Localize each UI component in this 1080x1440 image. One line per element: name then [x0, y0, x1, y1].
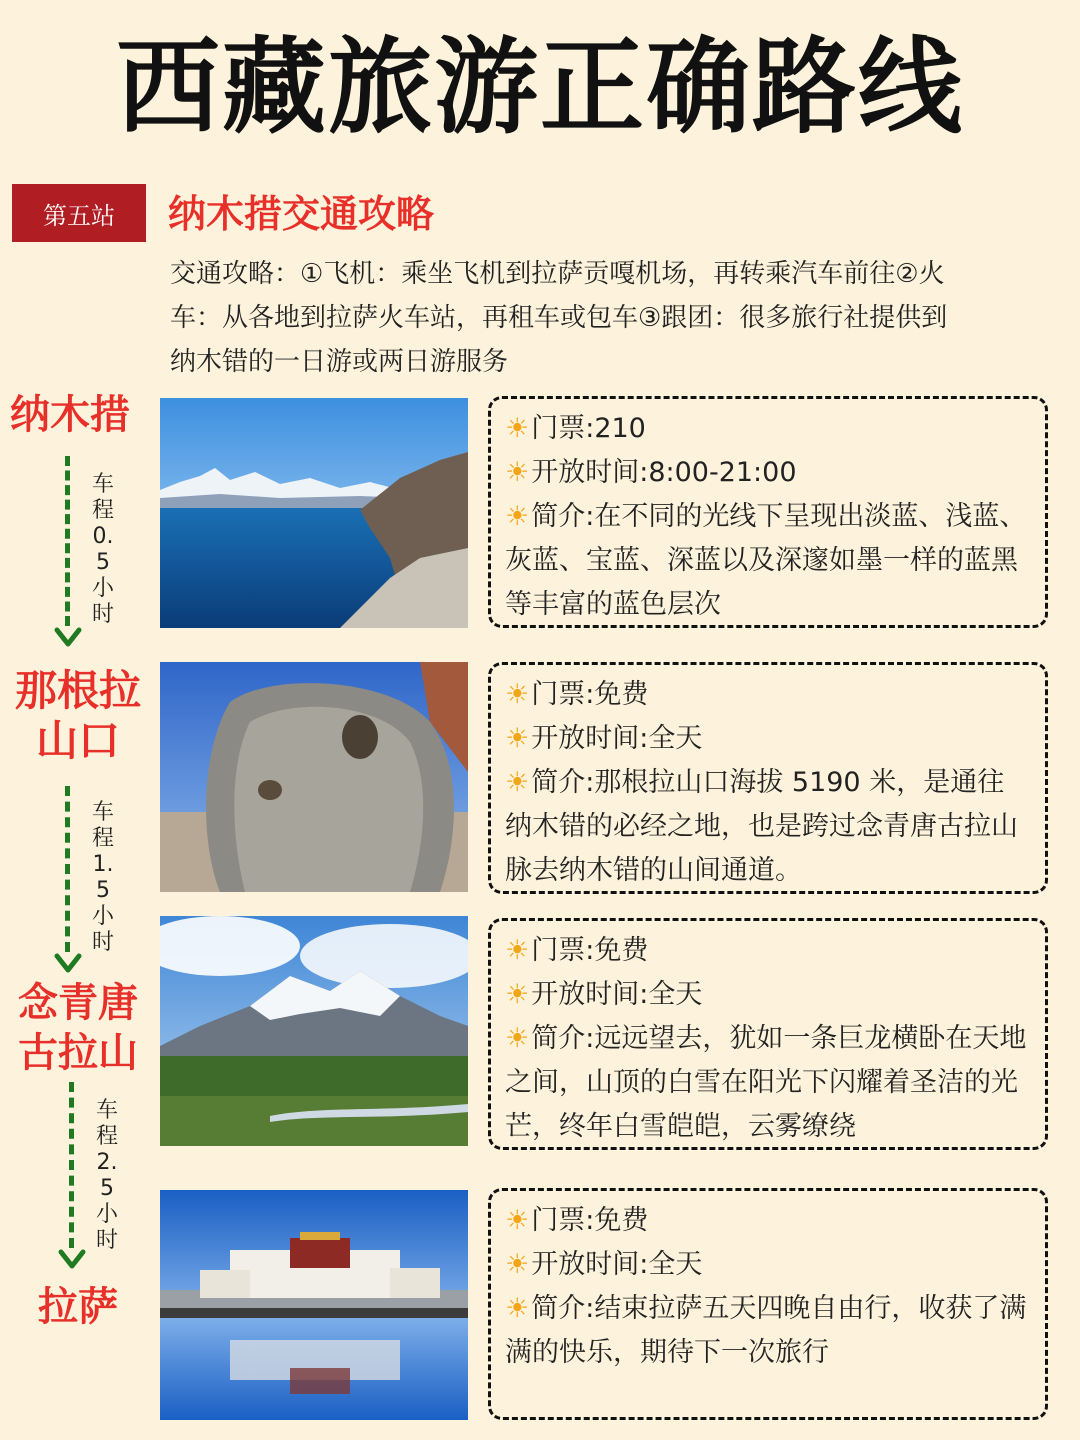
page-title: 西藏旅游正确路线: [115, 26, 964, 148]
hours-row: ☀开放时间:全天: [505, 723, 703, 754]
intro-row: ☀简介:远远望去，犹如一条巨龙横卧在天地之间，山顶的白雪在阳光下闪耀着圣洁的光芒，终年白雪皑皑，云雾缭绕: [505, 1023, 1027, 1142]
station-nagenla-pass: 那根拉山口: [14, 666, 141, 765]
hours-row: ☀开放时间:全天: [505, 1249, 703, 1280]
intro-row: ☀简介:在不同的光线下呈现出淡蓝、浅蓝、灰蓝、宝蓝、深蓝以及深邃如墨一样的蓝黑等丰富的蓝色层次: [505, 501, 1027, 620]
arrow-down-icon: [58, 1244, 86, 1272]
intro-row: ☀简介:结束拉萨五天四晚自由行，收获了满满的快乐，期待下一次旅行: [505, 1293, 1027, 1368]
ticket-row: ☀门票:免费: [505, 1205, 649, 1236]
transport-intro: 交通攻略：①飞机：乘坐飞机到拉萨贡嘎机场，再转乘汽车前往②火车：从各地到拉萨火车站，再租车或包车③跟团：很多旅行社提供到纳木错的一日游或两日游服务: [170, 259, 948, 377]
hours-row: ☀开放时间:8:00-21:00: [505, 457, 797, 488]
leg-duration: 车程1.5小时: [91, 800, 114, 955]
arrow-down-icon: [54, 948, 82, 976]
ticket-row: ☀门票:免费: [505, 679, 649, 710]
sun-icon: ☀: [505, 501, 530, 532]
route-arrow: [52, 786, 82, 980]
info-card-lhasa: [488, 1188, 1048, 1420]
station-nyenchen-tanglha: 念青唐古拉山: [18, 980, 138, 1076]
sun-icon: ☀: [505, 1249, 530, 1280]
info-card-namco: [488, 396, 1048, 628]
sun-icon: ☀: [505, 413, 530, 444]
leg-duration: 车程0.5小时: [91, 472, 114, 627]
ticket-row: ☀门票:免费: [505, 935, 649, 966]
info-card-nagenla: [488, 662, 1048, 894]
hours-row: ☀开放时间:全天: [505, 979, 703, 1010]
station-lhasa: 拉萨: [38, 1284, 118, 1330]
route-arrow: [52, 456, 82, 652]
arrow-down-icon: [54, 622, 82, 650]
photo-nagenla-stone: [160, 662, 468, 892]
ticket-row: ☀门票:210: [505, 413, 646, 444]
photo-nyenchen-mountain: [160, 916, 468, 1146]
intro-row: ☀简介:那根拉山口海拔 5190 米，是通往纳木错的必经之地，也是跨过念青唐古拉山脉去纳木错的山间通道。: [505, 767, 1018, 886]
sun-icon: ☀: [505, 679, 530, 710]
sun-icon: ☀: [505, 935, 530, 966]
sun-icon: ☀: [505, 723, 530, 754]
photo-lhasa-potala: [160, 1190, 468, 1420]
sun-icon: ☀: [505, 1293, 530, 1324]
sun-icon: ☀: [505, 457, 530, 488]
section-title: 纳木措交通攻略: [168, 192, 435, 236]
sun-icon: ☀: [505, 1023, 530, 1054]
sun-icon: ☀: [505, 1205, 530, 1236]
station-namco: 纳木措: [10, 392, 130, 438]
route-arrow: [56, 1082, 86, 1276]
sun-icon: ☀: [505, 767, 530, 798]
leg-duration: 车程2.5小时: [95, 1098, 118, 1253]
sun-icon: ☀: [505, 979, 530, 1010]
stage-badge: 第五站: [12, 184, 146, 242]
photo-namco-lake: [160, 398, 468, 628]
info-card-nyenchen: [488, 918, 1048, 1150]
